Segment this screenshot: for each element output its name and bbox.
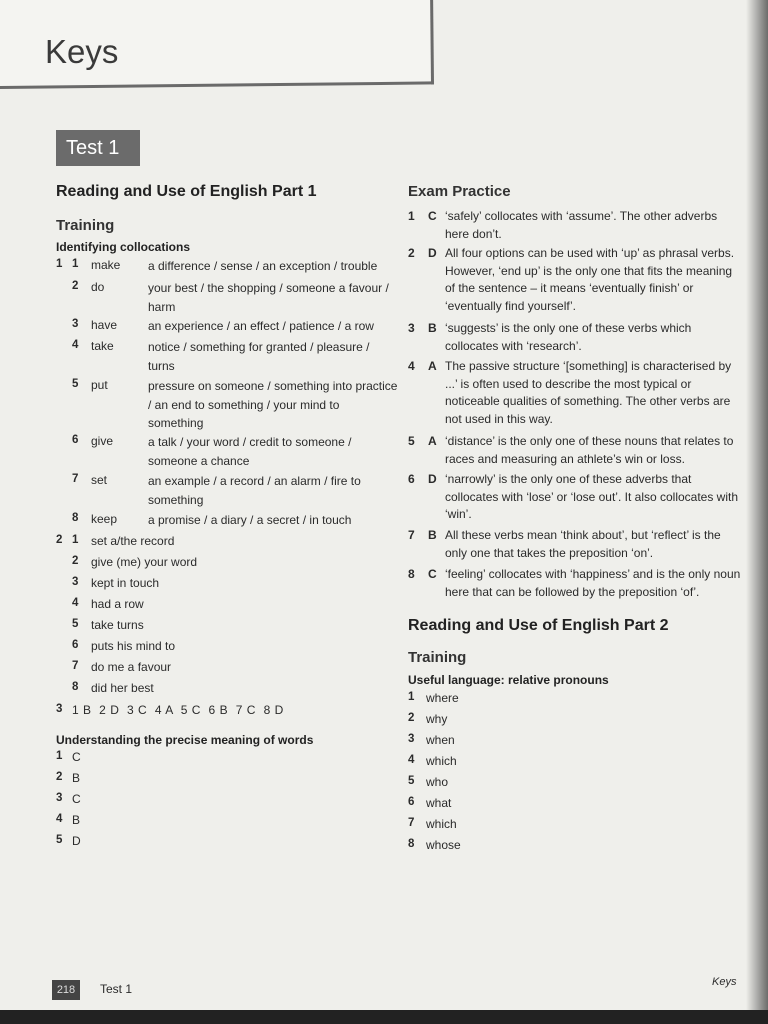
answer-letter: D bbox=[428, 246, 437, 260]
answer-letter: B bbox=[428, 321, 437, 335]
item-number: 3 bbox=[408, 321, 415, 335]
part2-heading: Reading and Use of English Part 2 bbox=[408, 617, 669, 634]
phrase: give (me) your word bbox=[91, 555, 198, 569]
collocations: your best / the shopping / someone a favour / harm bbox=[148, 281, 389, 314]
item-number: 1 bbox=[72, 258, 79, 270]
item-number: 8 bbox=[408, 838, 415, 850]
pronoun: what bbox=[426, 796, 452, 810]
verb: do bbox=[91, 280, 105, 294]
pronoun: whose bbox=[426, 838, 461, 852]
item-number: 2 bbox=[56, 771, 63, 783]
scan-bottom-edge bbox=[0, 1010, 768, 1024]
item-number: 6 bbox=[72, 434, 79, 446]
answer-letter: B bbox=[72, 813, 81, 827]
part1-heading: Reading and Use of English Part 1 bbox=[56, 183, 317, 200]
verb: give bbox=[91, 434, 114, 448]
verb: set bbox=[91, 473, 108, 487]
collocations: a promise / a diary / a secret / in touch bbox=[148, 513, 352, 527]
item-number: 4 bbox=[408, 359, 415, 373]
page-title: Keys bbox=[45, 33, 119, 70]
useful-language-heading: Useful language: relative pronouns bbox=[408, 673, 609, 687]
item-number: 8 bbox=[72, 681, 79, 693]
item-number: 1 bbox=[408, 691, 415, 703]
explanation: All these verbs mean ‘think about’, but ‘reflect’ is the only one that takes the preposition ‘on’. bbox=[445, 528, 721, 560]
page-edge-shadow bbox=[746, 0, 768, 1024]
question-3-number: 3 bbox=[56, 703, 63, 715]
item-number: 4 bbox=[408, 754, 415, 766]
explanation: ‘safely’ collocates with ‘assume’. The other adverbs here don’t. bbox=[445, 209, 718, 241]
item-number: 2 bbox=[72, 555, 79, 567]
phrase: set a/the record bbox=[91, 534, 175, 548]
item-number: 5 bbox=[72, 618, 79, 630]
phrase: kept in touch bbox=[91, 576, 160, 590]
pronoun: when bbox=[426, 733, 455, 747]
answer-letter: A bbox=[428, 359, 437, 373]
item-number: 6 bbox=[72, 639, 79, 651]
item-number: 8 bbox=[72, 512, 79, 524]
item-number: 1 bbox=[56, 750, 63, 762]
answer-letter: C bbox=[428, 209, 437, 223]
question-3-answers: 1 B 2 D 3 C 4 A 5 C 6 B 7 C 8 D bbox=[72, 703, 284, 717]
test-badge: Test 1 bbox=[56, 130, 140, 166]
training-heading-left: Training bbox=[56, 217, 115, 234]
phrase: do me a favour bbox=[91, 660, 172, 674]
understanding-heading: Understanding the precise meaning of words bbox=[56, 733, 314, 747]
answer-letter: D bbox=[72, 834, 81, 848]
explanation: ‘suggests’ is the only one of these verbs which collocates with ‘research’. bbox=[445, 321, 692, 353]
question-2-number: 2 bbox=[56, 534, 63, 546]
pronoun: who bbox=[426, 775, 449, 789]
item-number: 5 bbox=[408, 434, 415, 448]
explanation: ‘distance’ is the only one of these nouns that relates to races and measuring an athlete’s win or loss. bbox=[445, 434, 734, 466]
item-number: 7 bbox=[408, 528, 415, 542]
page-number: 218 bbox=[52, 980, 80, 1000]
explanation: All four options can be used with ‘up’ as phrasal verbs. However, ‘end up’ is the only one that fits the meaning of the sentence – it means ‘eventually finish’ or ‘eventually find yourself’. bbox=[445, 246, 735, 313]
item-number: 6 bbox=[408, 472, 415, 486]
explanation: The passive structure ‘[something] is characterised by ...’ is often used to describe the most typical or noticeable qualities of something. The other verbs are not used in this way. bbox=[445, 359, 732, 426]
answer-letter: B bbox=[72, 771, 81, 785]
item-number: 2 bbox=[72, 280, 79, 292]
pronoun: where bbox=[426, 691, 459, 705]
training-heading-right: Training bbox=[408, 649, 467, 666]
verb: have bbox=[91, 318, 118, 332]
phrase: had a row bbox=[91, 597, 144, 611]
item-number: 5 bbox=[56, 834, 63, 846]
exam-item bbox=[408, 208, 748, 248]
identifying-collocations-heading: Identifying collocations bbox=[56, 240, 191, 254]
pronoun: which bbox=[426, 817, 457, 831]
item-number: 3 bbox=[72, 318, 79, 330]
item-number: 4 bbox=[72, 339, 79, 351]
running-head: Keys bbox=[712, 976, 737, 988]
answer-letter: D bbox=[428, 472, 437, 486]
exam-item bbox=[408, 358, 748, 426]
answer-letter: B bbox=[428, 528, 437, 542]
pronoun: which bbox=[426, 754, 457, 768]
item-number: 1 bbox=[72, 534, 79, 546]
item-number: 7 bbox=[72, 660, 79, 672]
verb: keep bbox=[91, 512, 118, 526]
item-number: 7 bbox=[72, 473, 79, 485]
item-number: 6 bbox=[408, 796, 415, 808]
answer-letter: C bbox=[72, 792, 81, 806]
answer-letter: C bbox=[428, 567, 437, 581]
answer-letter: A bbox=[428, 434, 437, 448]
collocations: an example / a record / an alarm / fire to something bbox=[148, 474, 361, 507]
item-number: 3 bbox=[408, 733, 415, 745]
item-number: 4 bbox=[56, 813, 63, 825]
collocations: a talk / your word / credit to someone / someone a chance bbox=[148, 435, 352, 468]
exam-item bbox=[408, 471, 748, 521]
item-number: 3 bbox=[72, 576, 79, 588]
collocations: notice / something for granted / pleasure / turns bbox=[148, 340, 370, 373]
explanation: ‘feeling’ collocates with ‘happiness’ and is the only noun here that can be followed by the preposition ‘of’. bbox=[445, 567, 741, 599]
exam-item bbox=[408, 245, 748, 313]
exam-item bbox=[408, 433, 748, 473]
item-number: 2 bbox=[408, 712, 415, 724]
exam-item bbox=[408, 566, 748, 606]
verb: make bbox=[91, 258, 121, 272]
question-1-number: 1 bbox=[56, 258, 63, 270]
exam-practice-heading: Exam Practice bbox=[408, 183, 511, 200]
pronoun: why bbox=[426, 712, 448, 726]
verb: put bbox=[91, 378, 108, 392]
item-number: 1 bbox=[408, 209, 415, 223]
explanation: ‘narrowly’ is the only one of these adverbs that collocates with ‘lose’ or ‘lose out’. It also collocates with ‘win’. bbox=[445, 472, 739, 521]
item-number: 7 bbox=[408, 817, 415, 829]
item-number: 3 bbox=[56, 792, 63, 804]
item-number: 5 bbox=[72, 378, 79, 390]
item-number: 5 bbox=[408, 775, 415, 787]
collocations: a difference / sense / an exception / trouble bbox=[148, 259, 378, 273]
exam-item bbox=[408, 527, 748, 567]
answer-letter: C bbox=[72, 750, 81, 764]
collocations: pressure on someone / something into practice / an end to something / your mind to something bbox=[148, 379, 398, 430]
footer-section: Test 1 bbox=[100, 982, 133, 996]
item-number: 2 bbox=[408, 246, 415, 260]
item-number: 8 bbox=[408, 567, 415, 581]
verb: take bbox=[91, 339, 114, 353]
exam-item bbox=[408, 320, 748, 360]
phrase: puts his mind to bbox=[91, 639, 176, 653]
collocations: an experience / an effect / patience / a row bbox=[148, 319, 374, 333]
phrase: did her best bbox=[91, 681, 154, 695]
phrase: take turns bbox=[91, 618, 144, 632]
item-number: 4 bbox=[72, 597, 79, 609]
